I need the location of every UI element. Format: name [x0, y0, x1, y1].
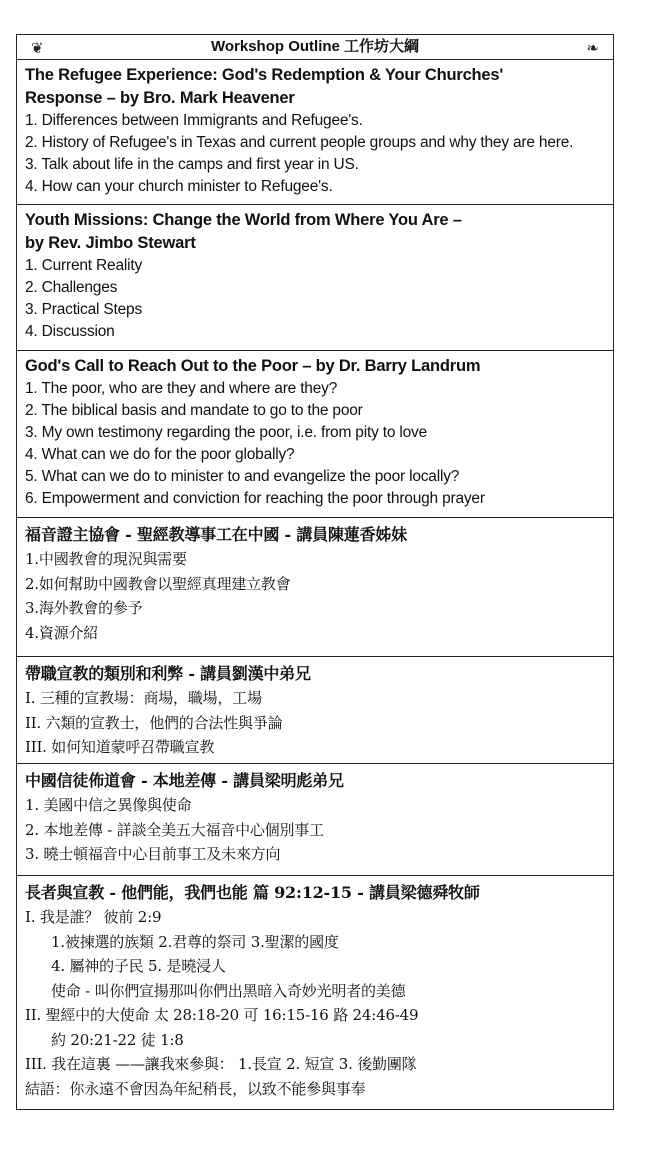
outline-item: 3. My own testimony regarding the poor, i.e. from pity to love [25, 424, 427, 441]
workshop-reach-poor [17, 351, 613, 518]
outline-item: 結語：你永遠不會因為年紀稍長，以致不能參與事奉 [25, 1079, 366, 1098]
ornament-right-icon: ❧ [586, 40, 599, 57]
workshop-title: 帶職宣教的類別和利弊 - 講員劉漢中弟兄 [25, 664, 311, 683]
outline-item: 1. The poor, who are they and where are they? [25, 380, 338, 397]
workshop-title: Response – by Bro. Mark Heavener [25, 89, 295, 107]
outline-header [17, 35, 613, 60]
outline-item: 約 20:21-22 徒 1:8 [51, 1030, 184, 1049]
outline-item: 1. 美國中信之異像與使命 [25, 796, 192, 814]
outline-item: 3. 曉士頓福音中心目前事工及未來方向 [25, 845, 281, 863]
outline-item: 3.海外教會的參予 [25, 599, 143, 617]
outline-item: 5. What can we do to minister to and evangelize the poor locally? [25, 468, 460, 485]
workshop-title: 中國信徒佈道會 - 本地差傳 - 講員梁明彪弟兄 [25, 771, 344, 790]
workshop-youth-missions [17, 205, 613, 351]
outline-item: 4. Discussion [25, 323, 115, 340]
workshop-outline-box [16, 34, 614, 1110]
outline-item: 3. Talk about life in the camps and first year in US. [25, 156, 359, 173]
outline-item: 2. History of Refugee's in Texas and current people groups and why they are here. [25, 134, 574, 151]
outline-item: 1.中國教會的現況與需要 [25, 550, 187, 568]
workshop-title: 福音證主協會 - 聖經教導事工在中國 - 講員陳蓮香姊妹 [25, 525, 407, 544]
workshop-title: Youth Missions: Change the World from Where You Are – [25, 211, 462, 229]
outline-item: 4. How can your church minister to Refugee's. [25, 178, 333, 195]
workshop-title: 長者與宣教 - 他們能，我們也能 篇 92:12-15 - 講員梁德舜牧師 [25, 883, 480, 902]
outline-item: II. 聖經中的大使命 太 28:18-20 可 16:15-16 路 24:46-49 [25, 1006, 419, 1024]
outline-item: III. 我在這裏 ——讓我來參與： 1.長宣 2. 短宣 3. 後勤團隊 [25, 1055, 417, 1073]
workshop-refugee [17, 60, 613, 205]
outline-item: 4. What can we do for the poor globally? [25, 446, 295, 463]
workshop-title: by Rev. Jimbo Stewart [25, 234, 196, 252]
outline-item: III. 如何知道蒙呼召帶職宣教 [25, 738, 215, 756]
outline-item: I. 三種的宣教場：商場，職場，工場 [25, 689, 262, 707]
outline-item: 1.被揀選的族類 2.君尊的祭司 3.聖潔的國度 [51, 932, 339, 951]
workshop-title: God's Call to Reach Out to the Poor – by Dr. Barry Landrum [25, 357, 481, 375]
outline-item: 1. Current Reality [25, 257, 143, 274]
outline-item: II. 六類的宣教士，他們的合法性與爭論 [25, 713, 283, 732]
workshop-local-mission [17, 764, 613, 876]
workshop-title: The Refugee Experience: God's Redemption & Your Churches' [25, 66, 504, 84]
outline-item: 2. Challenges [25, 279, 118, 296]
workshop-tentmaking [17, 657, 613, 764]
outline-title: Workshop Outline 工作坊大綱 [210, 38, 420, 55]
outline-item: 6. Empowerment and conviction for reaching the poor through prayer [25, 490, 485, 507]
outline-item: 使命 - 叫你們宣揚那叫你們出黑暗入奇妙光明者的美德 [51, 981, 406, 1000]
outline-item: 4. 屬神的子民 5. 是曉浸人 [51, 957, 226, 975]
outline-item: I. 我是誰？ 彼前 2:9 [25, 908, 162, 926]
outline-item: 2.如何幫助中國教會以聖經真理建立教會 [25, 574, 291, 593]
outline-item: 1. Differences between Immigrants and Refugee's. [25, 112, 363, 129]
outline-item: 4.資源介紹 [25, 623, 99, 642]
ornament-left-icon: ❦ [31, 40, 44, 57]
outline-item: 3. Practical Steps [25, 301, 143, 318]
outline-item: 2. 本地差傳 - 詳談全美五大福音中心個別事工 [25, 820, 324, 839]
workshop-seniors [17, 876, 613, 1111]
outline-item: 2. The biblical basis and mandate to go to the poor [25, 402, 363, 419]
workshop-china-bible [17, 518, 613, 657]
